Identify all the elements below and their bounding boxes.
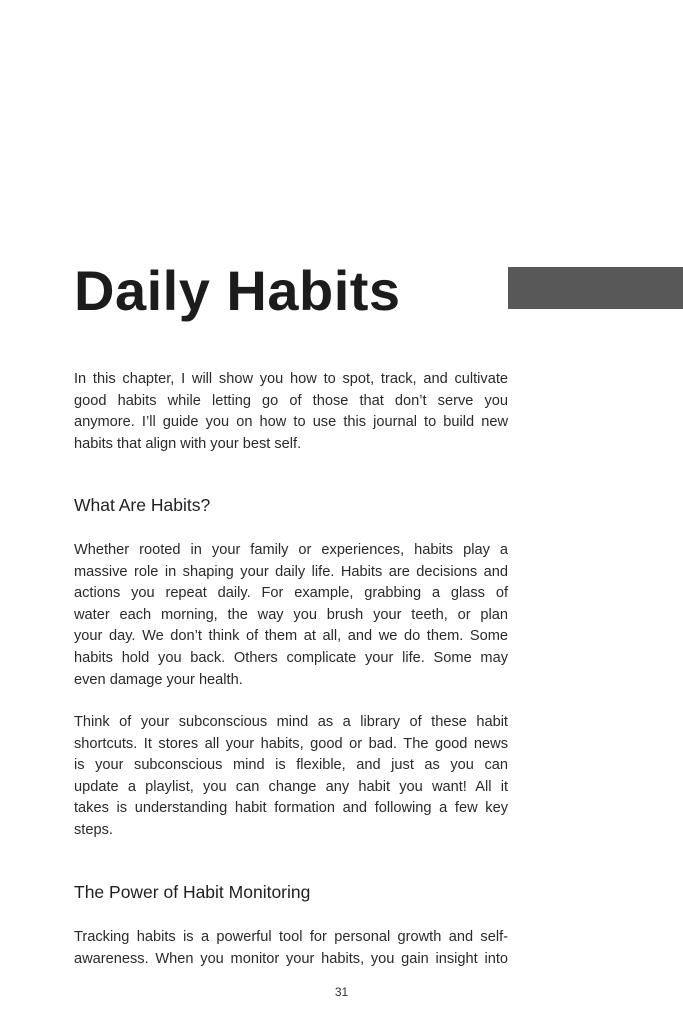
- text-line: shortcuts. It stores all your habits, good or bad. The good news: [74, 735, 508, 752]
- text-line: habits that align with your best self.: [74, 435, 302, 452]
- page-number: 31: [334, 985, 349, 999]
- text-line: your day. We don’t think of them at all, and we do them. Some: [74, 628, 508, 645]
- text-line: habits hold you back. Others complicate your life. Some may: [74, 649, 508, 666]
- text-line: awareness. When you monitor your habits, you gain insight into: [74, 950, 508, 967]
- chapter-accent-bar: [508, 267, 683, 309]
- section-heading: The Power of Habit Monitoring: [74, 882, 311, 902]
- text-line: In this chapter, I will show you how to spot, track, and cultivate: [74, 371, 508, 387]
- text-line: actions you repeat daily. For example, grabbing a glass of: [74, 585, 508, 602]
- text-line: even damage your health.: [74, 671, 243, 688]
- text-line: massive role in shaping your daily life. Habits are decisions and: [74, 563, 508, 580]
- text-line: water each morning, the way you brush your teeth, or plan: [74, 606, 508, 623]
- intro-paragraph: [74, 369, 508, 455]
- text-line: takes is understanding habit formation and following a few key: [74, 800, 508, 817]
- section-heading: What Are Habits?: [74, 495, 211, 515]
- text-line: good habits while letting go of those that don’t serve you: [74, 392, 508, 409]
- paragraph: [74, 927, 508, 970]
- text-line: Think of your subconscious mind as a library of these habit: [74, 714, 508, 730]
- text-line: Whether rooted in your family or experiences, habits play a: [74, 542, 508, 558]
- text-line: steps.: [74, 821, 113, 838]
- paragraph: [74, 712, 508, 842]
- text-line: anymore. I’ll guide you on how to use this journal to build new: [74, 414, 508, 431]
- text-line: update a playlist, you can change any habit you want! All it: [74, 778, 508, 795]
- paragraph: [74, 540, 508, 691]
- chapter-title: Daily Habits: [74, 259, 401, 322]
- text-line: Tracking habits is a powerful tool for personal growth and self-: [74, 929, 508, 945]
- text-line: is your subconscious mind is flexible, and just as you can: [74, 757, 508, 774]
